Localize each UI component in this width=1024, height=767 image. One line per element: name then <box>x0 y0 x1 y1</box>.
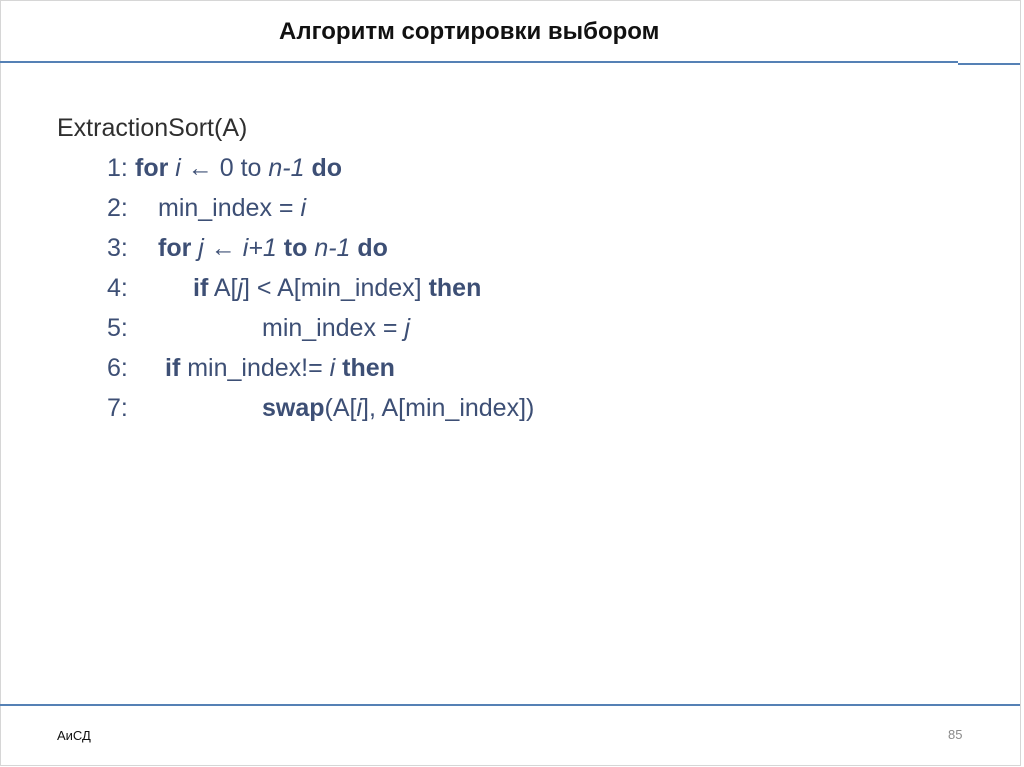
code-text: ], A[min_index]) <box>362 394 535 422</box>
code-variable: j <box>404 314 411 342</box>
title-rule <box>0 61 958 63</box>
code-keyword: if <box>193 274 209 302</box>
code-statement <box>262 393 534 423</box>
title-rule-end <box>958 63 1020 65</box>
line-number: 3: <box>107 234 128 262</box>
code-text: min_index = <box>158 194 301 222</box>
code-statement <box>135 153 342 183</box>
code-variable: i <box>329 354 336 382</box>
line-number: 1: <box>107 154 128 182</box>
code-keyword: if <box>165 354 181 382</box>
code-statement <box>165 353 395 383</box>
footer-label: АиСД <box>57 728 91 743</box>
code-line-1 <box>0 153 1000 183</box>
code-statement <box>158 233 388 263</box>
slide-title: Алгоритм сортировки выбором <box>279 18 660 45</box>
code-line-2 <box>0 193 1000 223</box>
code-line-5 <box>0 313 1000 343</box>
code-keyword: do <box>304 154 343 182</box>
code-line-6 <box>0 353 1000 383</box>
code-line-4 <box>0 273 1000 303</box>
line-number: 6: <box>107 354 128 382</box>
code-keyword: then <box>428 274 482 302</box>
line-number: 4: <box>107 274 128 302</box>
code-variable: n-1 <box>314 234 351 262</box>
code-text: A[ <box>208 274 238 302</box>
code-variable: n-1 <box>268 154 305 182</box>
code-keyword: to <box>276 234 315 262</box>
code-variable: i <box>356 394 363 422</box>
code-variable: i+1 <box>242 234 277 262</box>
page-number: 85 <box>948 727 963 742</box>
procedure-header: ExtractionSort(A) <box>57 114 248 142</box>
code-statement <box>262 313 410 343</box>
line-number: 7: <box>107 394 128 422</box>
line-number: 5: <box>107 314 128 342</box>
code-variable: i <box>175 154 181 182</box>
code-line-3 <box>0 233 1000 263</box>
code-text: ← <box>203 234 243 262</box>
code-keyword: do <box>350 234 388 262</box>
code-statement <box>193 273 481 303</box>
code-variable: j <box>198 234 204 262</box>
code-keyword: then <box>335 354 395 382</box>
footer-rule <box>0 704 1020 706</box>
code-text: ] < A[min_index] <box>243 274 429 302</box>
line-number: 2: <box>107 194 128 222</box>
code-text: (A[ <box>324 394 357 422</box>
code-variable: j <box>237 274 244 302</box>
code-keyword: for <box>135 154 176 182</box>
code-text: ← 0 to <box>180 154 269 182</box>
code-text: min_index!= <box>180 354 330 382</box>
code-text: min_index = <box>262 314 405 342</box>
code-keyword: for <box>158 234 199 262</box>
code-statement <box>158 193 306 223</box>
code-line-7 <box>0 393 1000 423</box>
code-keyword: swap <box>262 394 325 422</box>
code-variable: i <box>300 194 307 222</box>
